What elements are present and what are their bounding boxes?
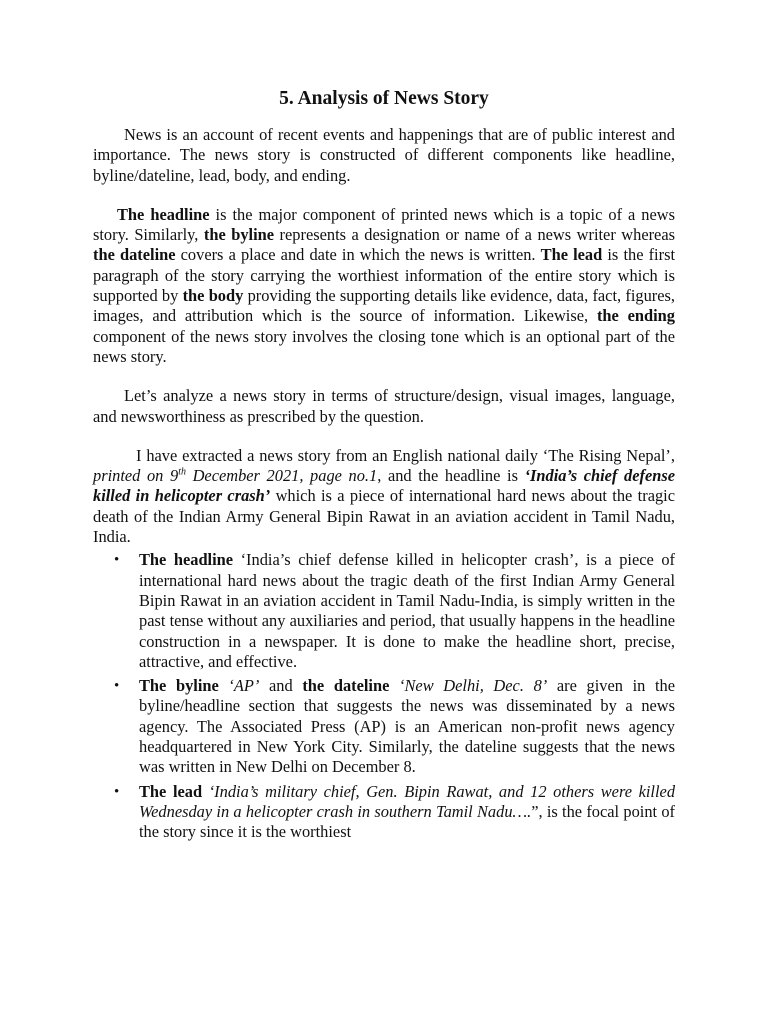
intro-paragraph: News is an account of recent events and happenings that are of public interest and importance. The news story is constructed of different components like headline, byline/dateline, lead, body, and ending.: [93, 125, 675, 185]
analysis-intro-paragraph: Let’s analyze a news story in terms of structure/design, visual images, language, and newsworthiness as prescribed by the question.: [93, 386, 675, 426]
term-lead: The lead: [540, 245, 603, 265]
story-headline: ‘India’s chief defense killed in helicopter crash’: [93, 466, 675, 506]
list-item: • The byline ‘AP’ and the dateline ‘New Delhi, Dec. 8’ are given in the byline/headline section that suggests the news was disseminated by a news agency. The Associated Press (AP) is an American non-profit news agency headquartered in New York City. Similarly, the dateline suggests that the news was written in New Delhi on December 8.: [114, 676, 675, 777]
bullet-icon: •: [114, 552, 120, 569]
term-dateline: the dateline: [93, 245, 176, 265]
list-item: • The lead ‘India’s military chief, Gen. Bipin Rawat, and 12 others were killed Wednesday in a helicopter crash in southern Tamil Nadu….”, is the focal point of the story since it is the worthiest: [114, 781, 676, 842]
analysis-bullet-list: [93, 550, 675, 842]
bullet-icon: •: [114, 678, 120, 695]
term-ending: the ending: [596, 306, 675, 326]
document-page: [93, 86, 675, 847]
components-paragraph: The headline is the major component of printed news which is a topic of a news story. Similarly, the byline represents a designation or name of a news writer whereas the dateline covers a place and date in which the news is written. The lead is the first paragraph of the story carrying the worthiest information of the entire story which is supported by the body providing the supporting details like evidence, data, fact, figures, images, and attribution which is the source of information. Likewise, the ending component of the news story involves the closing tone which is an optional part of the news story.: [93, 204, 675, 366]
term-byline: the byline: [203, 225, 275, 245]
bullet-icon: •: [114, 783, 120, 800]
print-date: printed on 9th December 2021, page no.1: [93, 466, 378, 486]
list-item: • The headline ‘India’s chief defense killed in helicopter crash’, is a piece of international hard news about the tragic death of the first Indian Army General Bipin Rawat in an aviation accident in Tamil Nadu-India, is simply written in the past tense without any auxiliaries and period, that usually happens in the headline construction in a newspaper. It is done to make the headline short, precise, attractive, and effective.: [114, 550, 675, 671]
term-headline: The headline: [117, 204, 210, 224]
section-title: 5. Analysis of News Story: [279, 88, 489, 109]
term-body: the body: [182, 286, 244, 306]
source-paragraph: I have extracted a news story from an English national daily ‘The Rising Nepal’, printed on 9th December 2021, page no.1, and the headline is ‘India’s chief defense killed in helicopter crash’ which is a piece of international hard news about the tragic death of the Indian Army General Bipin Rawat in an aviation accident in Tamil Nadu, India.: [93, 445, 675, 547]
